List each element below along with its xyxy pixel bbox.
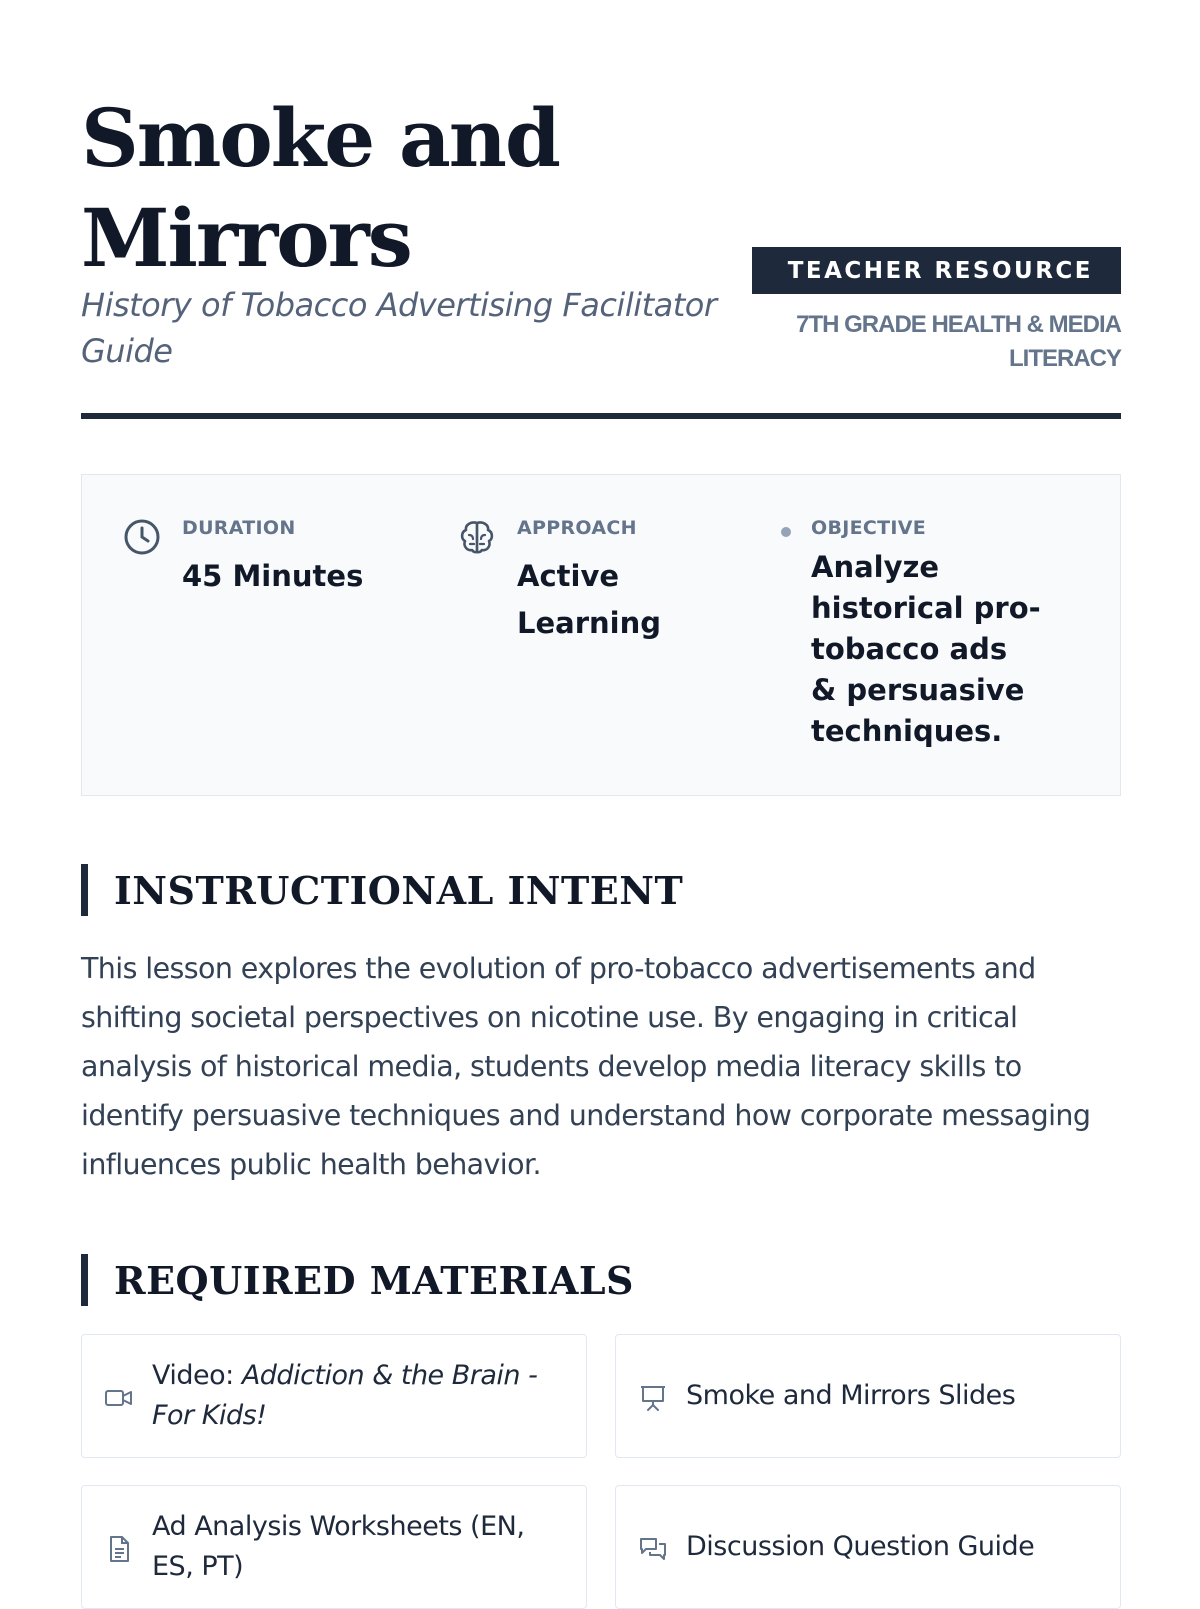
approach-label: APPROACH bbox=[517, 517, 637, 539]
clock-icon bbox=[122, 517, 162, 557]
section-accent-bar bbox=[81, 1254, 88, 1306]
video-title: Addiction & the Brain - For Kids! bbox=[152, 1360, 538, 1431]
duration-value: 45 Minutes bbox=[182, 559, 364, 593]
objective-value: Analyze historical pro-tobacco ads & persuasive techniques. bbox=[811, 550, 1041, 748]
page-title: Smoke and Mirrors bbox=[81, 91, 559, 285]
objective-label: OBJECTIVE bbox=[811, 517, 927, 539]
approach-value: Active Learning bbox=[517, 559, 662, 640]
material-item-worksheets bbox=[81, 1485, 587, 1609]
lesson-info-panel bbox=[81, 474, 1121, 796]
material-label: Ad Analysis Worksheets (EN, ES, PT) bbox=[152, 1511, 525, 1582]
material-label: Video: Addiction & the Brain - For Kids! bbox=[152, 1360, 538, 1431]
dot-icon bbox=[767, 517, 807, 557]
material-label: Smoke and Mirrors Slides bbox=[686, 1380, 1016, 1411]
duration-label: DURATION bbox=[182, 517, 296, 539]
section-title: INSTRUCTIONAL INTENT bbox=[114, 868, 684, 913]
header-divider bbox=[81, 413, 1121, 419]
instructional-intent-body: This lesson explores the evolution of pro-tobacco advertisements and shifting societal perspectives on nicotine use. By engaging in critical analysis of historical media, students develop media literacy skills to identify persuasive techniques and understand how corporate messaging influences public health behavior. bbox=[81, 952, 1091, 1181]
section-title: REQUIRED MATERIALS bbox=[114, 1258, 634, 1303]
facilitator-guide-page bbox=[81, 0, 1121, 1600]
brain-icon bbox=[457, 517, 497, 557]
presentation-icon bbox=[638, 1383, 668, 1413]
material-item-video bbox=[81, 1334, 587, 1458]
material-item-discussion-guide bbox=[615, 1485, 1121, 1609]
section-accent-bar bbox=[81, 864, 88, 916]
document-icon bbox=[104, 1534, 134, 1564]
video-icon bbox=[104, 1383, 134, 1413]
page-subtitle: History of Tobacco Advertising Facilitator Guide bbox=[81, 286, 717, 370]
teacher-resource-badge: TEACHER RESOURCE bbox=[752, 247, 1121, 294]
material-label: Discussion Question Guide bbox=[686, 1531, 1035, 1562]
chat-icon bbox=[638, 1534, 668, 1564]
material-item-slides bbox=[615, 1334, 1121, 1458]
grade-label: 7TH GRADE HEALTH & MEDIA LITERACY bbox=[796, 311, 1121, 372]
